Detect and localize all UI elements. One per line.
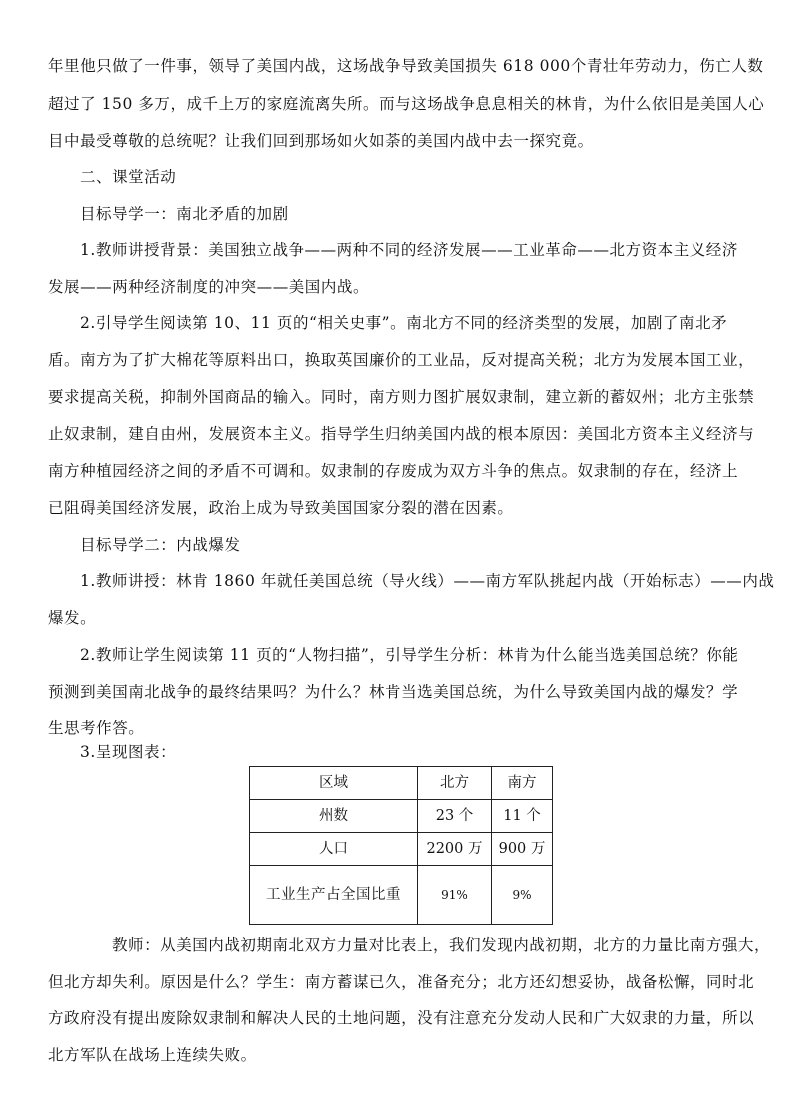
- goal2-heading: 目标导学二：内战爆发: [80, 536, 241, 554]
- intro-line-1: 年里他只做了一件事，领导了美国内战，这场战争导致美国损失 618 000个青壮年劳动力，伤亡人数: [48, 57, 764, 75]
- table-cell: 9%: [492, 866, 553, 925]
- table-cell: 23 个: [418, 800, 492, 833]
- goal1-item2-line-2: 盾。南方为了扩大棉花等原料出口，换取英国廉价的工业品，反对提高关税；北方为发展本国工业，: [48, 351, 755, 369]
- teacher-remark-line-4: 北方军队在战场上连续失败。: [48, 1046, 257, 1064]
- table-row: [250, 800, 553, 833]
- goal1-item2-line-3: 要求提高关税，抑制外国商品的输入。同时，南方则力图扩展奴隶制，建立新的蓄奴州；北方主张禁: [48, 388, 755, 406]
- table-cell: 人口: [250, 833, 418, 866]
- goal2-item1-line-2: 爆发。: [48, 609, 97, 627]
- table-header-cell: 区域: [250, 767, 418, 800]
- goal1-item1-line-2: 发展——两种经济制度的冲突——美国内战。: [48, 278, 370, 296]
- table-cell: 11 个: [492, 800, 553, 833]
- goal2-item3: 3.呈现图表：: [80, 743, 177, 761]
- goal2-item2-line-2: 预测到美国南北战争的最终结果吗？为什么？林肯当选美国总统，为什么导致美国内战的爆发？学: [48, 683, 739, 701]
- table-cell: 2200 万: [418, 833, 492, 866]
- goal2-item2-line-1: 2.教师让学生阅读第 11 页的“人物扫描”，引导学生分析：林肯为什么能当选美国总统？你能: [80, 646, 739, 664]
- goal1-heading: 目标导学一：南北矛盾的加剧: [80, 205, 289, 223]
- table-row: [250, 833, 553, 866]
- goal1-item1-line-1: 1.教师讲授背景：美国独立战争——两种不同的经济发展——工业革命——北方资本主义经济: [80, 241, 738, 259]
- table-cell: 州数: [250, 800, 418, 833]
- table-header-cell: 南方: [492, 767, 553, 800]
- goal2-item2-line-3: 生思考作答。: [48, 719, 145, 737]
- table-cell: 91%: [418, 866, 492, 925]
- intro-line-2: 超过了 150 多万，成千上万的家庭流离失所。而与这场战争息息相关的林肯，为什么依旧是美国人心: [48, 95, 765, 113]
- table-cell: 工业生产占全国比重: [250, 866, 418, 925]
- teacher-remark-line-2: 但北方却失利。原因是什么？学生：南方蓄谋已久，准备充分；北方还幻想妥协，战备松懈，同时北: [48, 973, 755, 991]
- table-cell: 900 万: [492, 833, 553, 866]
- goal1-item2-line-5: 南方种植园经济之间的矛盾不可调和。奴隶制的存废成为双方斗争的焦点。奴隶制的存在，经济上: [48, 462, 739, 480]
- goal1-item2-line-6: 已阻碍美国经济发展，政治上成为导致美国国家分裂的潜在因素。: [48, 499, 514, 517]
- table-header-cell: 北方: [418, 767, 492, 800]
- teacher-remark-line-1: 教师：从美国内战初期南北双方力量对比表上，我们发现内战初期，北方的力量比南方强大，: [112, 936, 771, 954]
- goal1-item2-line-1: 2.引导学生阅读第 10、11 页的“相关史事”。南北方不同的经济类型的发展，加剧了南北矛: [80, 314, 728, 332]
- section-heading: 二、课堂活动: [80, 168, 177, 186]
- north-south-comparison-table: [249, 766, 553, 925]
- table-row: [250, 866, 553, 925]
- intro-line-3: 目中最受尊敬的总统呢？让我们回到那场如火如荼的美国内战中去一探究竟。: [48, 132, 594, 150]
- teacher-remark-line-3: 方政府没有提出废除奴隶制和解决人民的土地问题，没有注意充分发动人民和广大奴隶的力量，所以: [48, 1009, 755, 1027]
- goal2-item1-line-1: 1.教师讲授：林肯 1860 年就任美国总统（导火线）——南方军队挑起内战（开始标志）——内战: [80, 572, 775, 590]
- goal1-item2-line-4: 止奴隶制，建自由州，发展资本主义。指导学生归纳美国内战的根本原因：美国北方资本主义经济与: [48, 425, 755, 443]
- table-header-row: [250, 767, 553, 800]
